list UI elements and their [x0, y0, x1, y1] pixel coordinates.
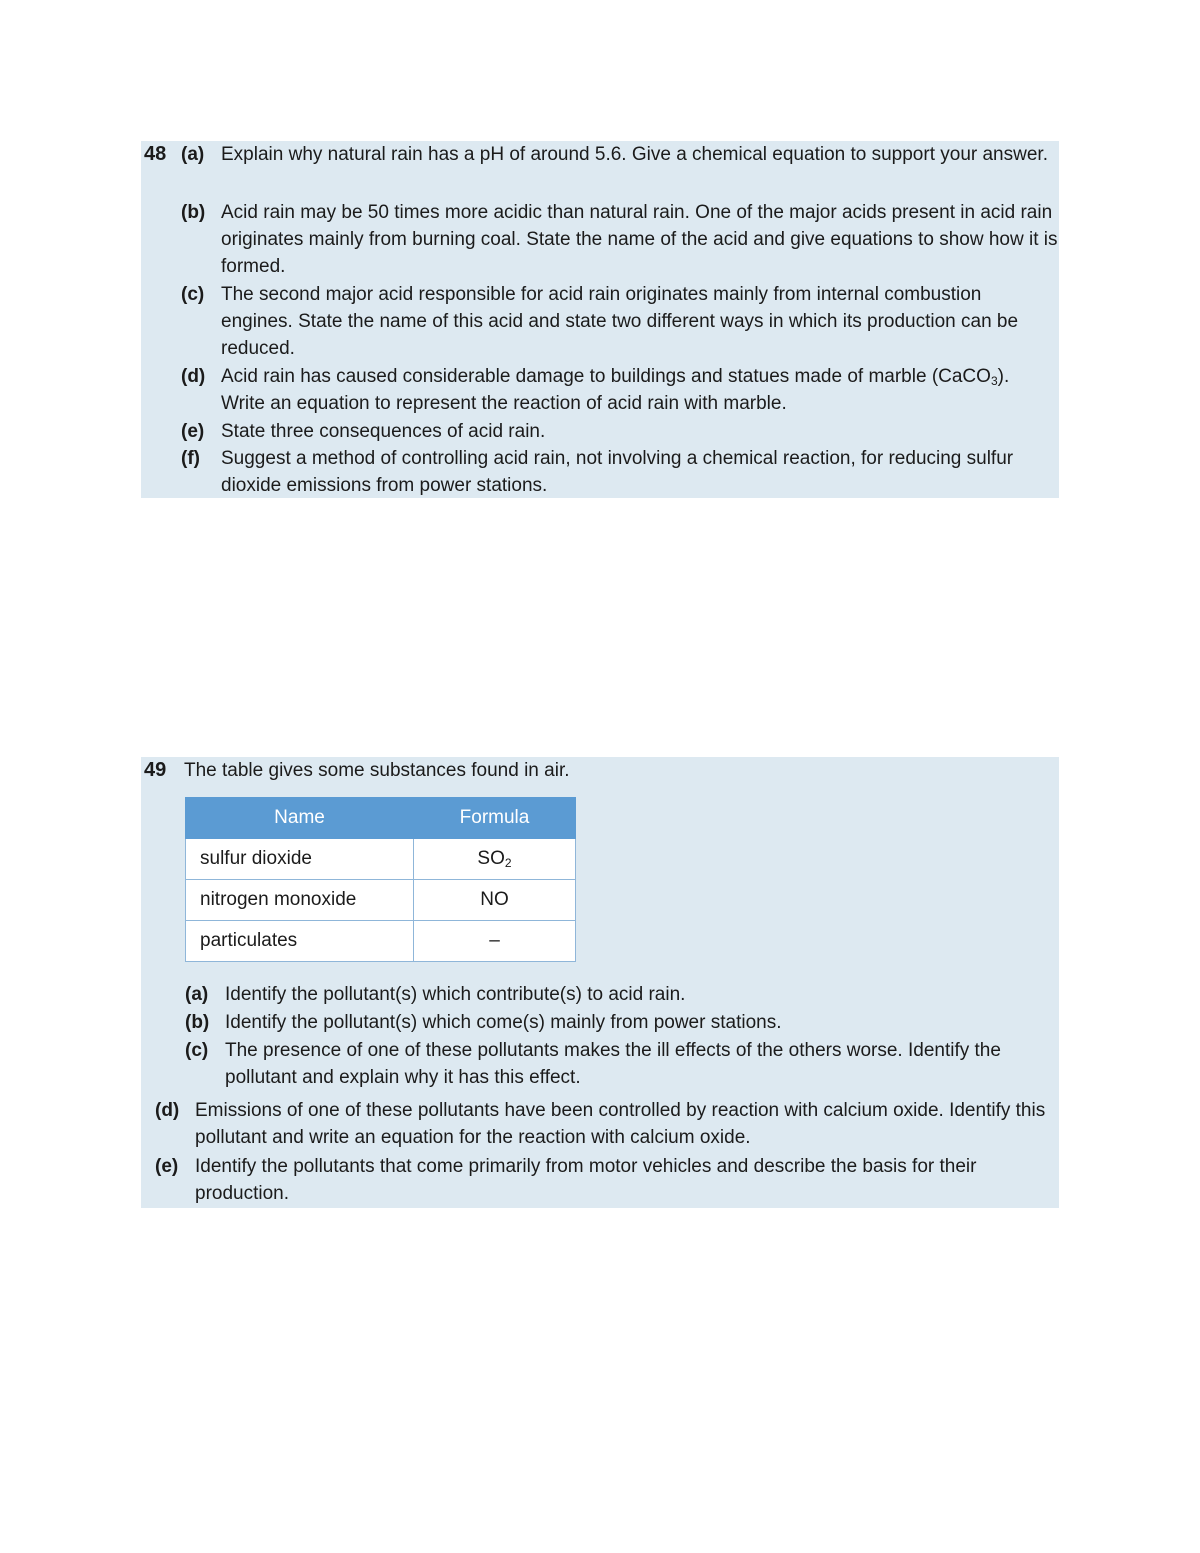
part-text: Explain why natural rain has a pH of around 5.6. Give a chemical equation to support your answer.: [221, 144, 1048, 165]
formula-subscript: 3: [990, 374, 998, 388]
substances-table: [185, 797, 576, 962]
question-part-a: [181, 141, 1051, 168]
formula-subscript: 2: [504, 856, 512, 870]
part-text: Identify the pollutants that come primarily from motor vehicles and describe the basis for their production.: [195, 1156, 977, 1204]
part-text: Emissions of one of these pollutants have been controlled by reaction with calcium oxide. Identify this pollutant and write an equation for the reaction with calcium oxide.: [195, 1100, 1046, 1148]
formula-text: SO: [477, 848, 505, 869]
part-label: (e): [155, 1156, 179, 1177]
question-number: 48: [144, 143, 167, 165]
part-label: (e): [181, 421, 205, 442]
part-text: [181, 363, 1051, 417]
part-text-after: ). Write an equation to represent the reaction of acid rain with marble.: [221, 366, 1010, 414]
table-row: [186, 921, 576, 962]
formula-text: –: [489, 930, 500, 951]
part-label: (c): [185, 1040, 209, 1061]
part-text: Identify the pollutant(s) which come(s) mainly from power stations.: [225, 1012, 782, 1033]
part-text: Identify the pollutant(s) which contribute(s) to acid rain.: [225, 984, 686, 1005]
substance-formula: [414, 839, 576, 880]
substance-name: sulfur dioxide: [186, 839, 414, 880]
part-text: State three consequences of acid rain.: [221, 421, 546, 442]
part-text-before: Acid rain has caused considerable damage to buildings and statues made of marble (CaCO: [221, 366, 991, 387]
substance-formula: [414, 880, 576, 921]
table-row: [186, 880, 576, 921]
part-text: Acid rain may be 50 times more acidic than natural rain. One of the major acids present in acid rain originates mainly from burning coal. State the name of the acid and give equations to show how it is formed.: [221, 202, 1058, 277]
part-label: (d): [181, 366, 206, 387]
part-text: The second major acid responsible for acid rain originates mainly from internal combustion engines. State the name of this acid and state two different ways in which its production can be reduced.: [221, 284, 1019, 359]
question-part-c: [181, 281, 1051, 362]
substance-formula: [414, 921, 576, 962]
question-number: 49: [144, 759, 167, 781]
substance-name: nitrogen monoxide: [186, 880, 414, 921]
part-label: (b): [185, 1012, 210, 1033]
question-part-b: [185, 1009, 1055, 1036]
part-label: (a): [181, 144, 205, 165]
table-header-row: [186, 798, 576, 839]
part-label: (c): [181, 284, 205, 305]
part-text: The presence of one of these pollutants makes the ill effects of the others worse. Identify the pollutant and explain why it has this effect.: [225, 1040, 1001, 1088]
question-part-f: [181, 445, 1051, 499]
part-label: (b): [181, 202, 206, 223]
part-label: (d): [155, 1100, 180, 1121]
part-label: (a): [185, 984, 209, 1005]
table-row: [186, 839, 576, 880]
question-part-d: [181, 363, 1051, 417]
formula-text: NO: [480, 889, 509, 910]
question-part-b: [181, 199, 1059, 280]
question-part-d: [155, 1097, 1055, 1151]
column-header-name: Name: [186, 798, 414, 839]
question-intro: The table gives some substances found in air.: [184, 760, 570, 781]
column-header-formula: Formula: [414, 798, 576, 839]
question-part-e: [181, 418, 1051, 445]
part-label: (f): [181, 448, 200, 469]
question-part-e: [155, 1153, 1055, 1207]
substance-name: particulates: [186, 921, 414, 962]
question-48-box: [141, 141, 1059, 498]
question-part-c: [185, 1037, 1055, 1091]
question-49-box: [141, 757, 1059, 1208]
question-part-a: [185, 981, 1055, 1008]
part-text: Suggest a method of controlling acid rain, not involving a chemical reaction, for reducing sulfur dioxide emissions from power stations.: [221, 448, 1014, 496]
